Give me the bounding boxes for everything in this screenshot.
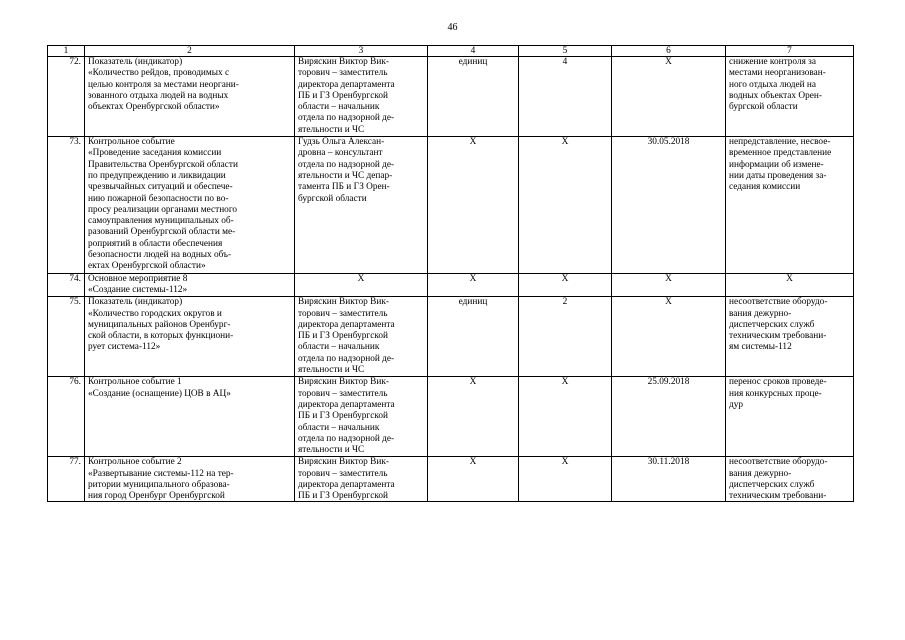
row-number: 74.: [48, 273, 85, 297]
cell-text-line: Основное мероприятие 8: [88, 273, 188, 284]
header-cell: 3: [295, 46, 428, 57]
cell-text-line: самоуправления муниципальных об-: [88, 216, 234, 227]
cell-text-line: ятельности и ЧС депар-: [298, 170, 393, 181]
unit-cell: X: [428, 137, 519, 274]
responsible-person: [295, 377, 428, 457]
header-cell: 5: [519, 46, 612, 57]
row-number: 73.: [48, 137, 85, 274]
cell-text-line: вания дежурно-: [729, 308, 792, 319]
cell-text-line: снижение контроля за: [729, 57, 816, 67]
cell-text-line: безопасности людей на водных объ-: [88, 250, 232, 261]
cell-text-line: Виряскин Виктор Вик-: [298, 57, 389, 67]
page-number: 46: [447, 22, 458, 33]
cell-text-line: Правительства Оренбургской области: [88, 159, 238, 170]
cell-text-line: диспетчерских служб: [729, 319, 815, 330]
cell-text-line: отдела по надзорной де-: [298, 159, 395, 170]
cell-text-line: торович – заместитель: [298, 68, 388, 79]
cell-text-line: местами неорганизован-: [729, 68, 826, 79]
cell-text-line: бургской области: [298, 193, 367, 204]
value-cell: X: [519, 273, 612, 297]
value-cell: X: [519, 377, 612, 457]
risk-description: [726, 377, 854, 457]
cell-text-line: Виряскин Виктор Вик-: [298, 457, 389, 468]
table-row: [48, 57, 854, 137]
risk-description: [726, 57, 854, 137]
date-cell: 30.05.2018: [612, 137, 726, 274]
measures-table: [47, 45, 854, 502]
cell-text-line: «Количество рейдов, проводимых с: [88, 68, 230, 79]
cell-text-line: перенос сроков проведе-: [729, 377, 827, 388]
cell-text-line: несоответствие оборудо-: [729, 457, 828, 468]
header-cell: 2: [85, 46, 295, 57]
cell-text-line: Контрольное событие: [88, 137, 175, 148]
value-cell: X: [519, 457, 612, 502]
cell-text-line: ятельности и ЧС: [298, 445, 365, 456]
cell-text-line: торович – заместитель: [298, 388, 388, 399]
cell-text-line: директора департамента: [298, 479, 395, 490]
cell-text-line: объектах Оренбургской области»: [88, 102, 220, 113]
cell-text-line: роприятий в области обеспечения: [88, 238, 223, 249]
cell-text-line: техническим требовани-: [729, 491, 827, 502]
cell-text-line: муниципальных районов Оренбург-: [88, 319, 231, 330]
unit-cell: единиц: [428, 57, 519, 137]
cell-text-line: ПБ и ГЗ Оренбургской: [298, 491, 389, 502]
value-cell: 4: [519, 57, 612, 137]
table-row: [48, 297, 854, 377]
cell-text-line: «Количество городских округов и: [88, 308, 222, 319]
cell-text-line: «Развертывание системы-112 на тер-: [88, 468, 234, 479]
table-row: [48, 377, 854, 457]
cell-text-line: ритории муниципального образова-: [88, 479, 230, 490]
cell-text-line: седания комиссии: [729, 182, 801, 193]
measure-name: [85, 57, 295, 137]
cell-text-line: ектах Оренбургской области»: [88, 261, 206, 272]
cell-text-line: директора департамента: [298, 319, 395, 330]
row-number: 75.: [48, 297, 85, 377]
cell-text-line: ской области, в которых функциони-: [88, 331, 234, 342]
cell-text-line: области – начальник: [298, 422, 380, 433]
cell-text-line: вания дежурно-: [729, 468, 792, 479]
cell-text-line: ного отдыха людей на: [729, 79, 816, 90]
responsible-person: [295, 57, 428, 137]
header-cell: 6: [612, 46, 726, 57]
unit-cell: единиц: [428, 297, 519, 377]
responsible-person: [295, 137, 428, 274]
risk-description: [726, 457, 854, 502]
table-row: [48, 457, 854, 502]
value-cell: 2: [519, 297, 612, 377]
cell-text-line: разований Оренбургской области ме-: [88, 227, 236, 238]
cell-text-line: отдела по надзорной де-: [298, 353, 395, 364]
cell-text-line: X: [357, 273, 365, 284]
cell-text-line: нии даты проведения за-: [729, 170, 827, 181]
cell-text-line: бургской области: [729, 102, 798, 113]
responsible-person: [295, 273, 428, 297]
cell-text-line: зованного отдыха людей на водных: [88, 90, 229, 101]
cell-text-line: целью контроля за местами неоргани-: [88, 79, 239, 90]
responsible-person: [295, 457, 428, 502]
measure-name: [85, 137, 295, 274]
measure-name: [85, 297, 295, 377]
cell-text-line: ям системы-112: [729, 342, 792, 353]
measure-name: [85, 457, 295, 502]
cell-text-line: ния конкурсных проце-: [729, 388, 822, 399]
cell-text-line: отдела по надзорной де-: [298, 433, 395, 444]
unit-cell: X: [428, 457, 519, 502]
cell-text-line: ПБ и ГЗ Оренбургской: [298, 90, 389, 101]
cell-text-line: «Создание (оснащение) ЦОВ в АЦ»: [88, 388, 231, 399]
cell-text-line: несоответствие оборудо-: [729, 297, 828, 308]
cell-text-line: ПБ и ГЗ Оренбургской: [298, 331, 389, 342]
date-cell: X: [612, 273, 726, 297]
header-cell: 1: [48, 46, 85, 57]
cell-text-line: «Проведение заседания комиссии: [88, 148, 222, 159]
cell-text-line: дровна – консультант: [298, 148, 383, 159]
risk-description: [726, 273, 854, 297]
cell-text-line: диспетчерских служб: [729, 479, 815, 490]
cell-text-line: ПБ и ГЗ Оренбургской: [298, 411, 389, 422]
cell-text-line: «Создание системы-112»: [88, 284, 188, 295]
cell-text-line: X: [786, 273, 793, 284]
row-number: 76.: [48, 377, 85, 457]
cell-text-line: чрезвычайных ситуаций и обеспече-: [88, 182, 233, 193]
cell-text-line: ния город Оренбург Оренбургской: [88, 491, 225, 502]
value-cell: X: [519, 137, 612, 274]
cell-text-line: техническим требовани-: [729, 331, 827, 342]
cell-text-line: рует система-112»: [88, 342, 161, 353]
cell-text-line: торович – заместитель: [298, 308, 388, 319]
date-cell: X: [612, 297, 726, 377]
header-cell: 7: [726, 46, 854, 57]
cell-text-line: Показатель (индикатор): [88, 297, 183, 308]
cell-text-line: Показатель (индикатор): [88, 57, 183, 67]
measure-name: [85, 273, 295, 297]
cell-text-line: отдела по надзорной де-: [298, 113, 395, 124]
header-cell: 4: [428, 46, 519, 57]
cell-text-line: Виряскин Виктор Вик-: [298, 297, 389, 308]
cell-text-line: Контрольное событие 1: [88, 377, 182, 388]
date-cell: X: [612, 57, 726, 137]
header-row: [48, 46, 854, 57]
date-cell: 25.09.2018: [612, 377, 726, 457]
cell-text-line: по предупреждению и ликвидации: [88, 170, 226, 181]
cell-text-line: Контрольное событие 2: [88, 457, 182, 468]
table-row: [48, 137, 854, 274]
cell-text-line: области – начальник: [298, 102, 380, 113]
measure-name: [85, 377, 295, 457]
cell-text-line: директора департамента: [298, 79, 395, 90]
cell-text-line: информации об измене-: [729, 159, 824, 170]
cell-text-line: нию пожарной безопасности по во-: [88, 193, 229, 204]
cell-text-line: водных объектах Орен-: [729, 90, 822, 101]
cell-text-line: тамента ПБ и ГЗ Орен-: [298, 182, 390, 193]
risk-description: [726, 297, 854, 377]
row-number: 72.: [48, 57, 85, 137]
risk-description: [726, 137, 854, 274]
cell-text-line: Гудзь Ольга Алексан-: [298, 137, 385, 148]
cell-text-line: торович – заместитель: [298, 468, 388, 479]
row-number: 77.: [48, 457, 85, 502]
table-row: [48, 273, 854, 297]
unit-cell: X: [428, 377, 519, 457]
cell-text-line: временное представление: [729, 148, 832, 159]
cell-text-line: дур: [729, 399, 744, 410]
cell-text-line: просу реализации органами местного: [88, 204, 238, 215]
unit-cell: X: [428, 273, 519, 297]
cell-text-line: директора департамента: [298, 399, 395, 410]
responsible-person: [295, 297, 428, 377]
date-cell: 30.11.2018: [612, 457, 726, 502]
cell-text-line: ятельности и ЧС: [298, 124, 365, 135]
cell-text-line: непредставление, несвое-: [729, 137, 831, 148]
cell-text-line: Виряскин Виктор Вик-: [298, 377, 389, 388]
cell-text-line: области – начальник: [298, 342, 380, 353]
cell-text-line: ятельности и ЧС: [298, 365, 365, 376]
